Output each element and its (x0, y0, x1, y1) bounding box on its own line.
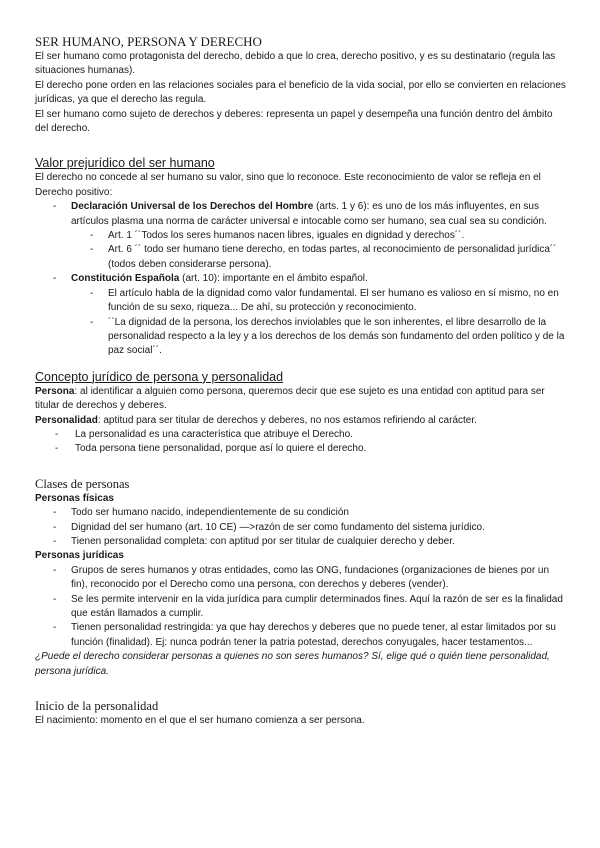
dash-bullet: - (90, 244, 94, 256)
list-item (35, 442, 567, 456)
dash-bullet: - (90, 316, 94, 328)
list-item (35, 272, 567, 286)
dash-bullet: - (55, 443, 59, 455)
art1-text: Art. 1 ´´Todos los seres humanos nacen libres, iguales en dignidad y derechos´´. (108, 230, 465, 242)
dash-bullet: - (90, 230, 94, 242)
list-item-text: Dignidad del ser humano (art. 10 CE) —>razón de ser como fundamento del sistema jurídico. (71, 521, 485, 533)
ce-name: Constitución Española (71, 273, 180, 285)
list-item (35, 564, 567, 593)
paragraph: El derecho pone orden en las relaciones sociales para el beneficio de la vida social, por ello se convierten en relaciones jurídicas, ya que el derecho las regula. (35, 79, 566, 106)
ce-sub1-text: El artículo habla de la dignidad como valor fundamental. El ser humano es valioso en sí mismo, no en función de su sexo, riqueza... De ahí, su protección y reconocimiento. (108, 287, 559, 314)
list-item (35, 316, 567, 359)
paragraph: El derecho no concede al ser humano su valor, sino que lo reconoce. Este reconocimiento de valor se refleja en el Derecho positivo: (35, 172, 541, 198)
dash-bullet: - (53, 622, 57, 634)
list-item-text: La personalidad es una característica que atribuye el Derecho. (75, 428, 353, 440)
ce-sub2-text: ´´La dignidad de la persona, los derechos inviolables que le son inherentes, el libre desarrollo de la personalidad respecto a la ley y a los derechos de los demás son fundamento del orden político y de la paz social´´. (108, 316, 565, 357)
dash-bullet: - (53, 564, 57, 576)
section-title-ser-humano: SER HUMANO, PERSONA Y DERECHO (35, 34, 262, 49)
paragraph: El ser humano como protagonista del derecho, debido a que lo crea, derecho positivo, y es su destinatario (regula las situaciones humanas). (35, 51, 556, 77)
list-juridicas (35, 564, 567, 650)
list-item-text: Todo ser humano nacido, independientemente de su condición (71, 507, 349, 519)
dash-bullet: - (55, 428, 59, 440)
list-item-text: Tienen personalidad completa: con aptitud por ser titular de cualquier derecho y deber. (71, 535, 455, 547)
list-item-text: Grupos de seres humanos y otras entidades, como las ONG, fundaciones (organizaciones de bienes por un fin), reconocido por el Derecho como una persona, con derechos y deberes (vender). (71, 564, 550, 591)
paragraph: El nacimiento: momento en el que el ser humano comienza a ser persona. (35, 715, 365, 727)
dudh-name: Declaración Universal de los Derechos del Hombre (71, 201, 314, 213)
juridicas-label: Personas jurídicas (35, 550, 124, 562)
personalidad-term: Personalidad (35, 414, 98, 426)
paragraph (35, 385, 567, 414)
document-page (35, 34, 567, 728)
dudh-text: (arts. 1 y 6): es uno de los más influyentes, en sus artículos plasma una norma de carácter universal e intocable como ser humano, sea cual sea su condición. (71, 201, 547, 227)
list-item (35, 229, 567, 243)
list-item-text: Toda persona tiene personalidad, porque así lo quiere el derecho. (75, 443, 367, 455)
dash-bullet: - (53, 273, 57, 285)
list-item (35, 287, 567, 316)
section-title-clases: Clases de personas (35, 476, 130, 491)
list-item (35, 621, 567, 650)
ce-text: (art. 10): importante en el ámbito español. (179, 273, 368, 285)
dash-bullet: - (53, 593, 57, 605)
question-paragraph (35, 650, 567, 679)
paragraph: El ser humano como sujeto de derechos y deberes: representa un papel y desempeña una función dentro del ámbito del derecho. (35, 108, 553, 135)
dash-bullet: - (53, 507, 57, 519)
list-item (35, 243, 567, 272)
list-item (35, 506, 567, 520)
list-fisicas (35, 506, 567, 549)
dash-bullet: - (53, 535, 57, 547)
question-text: ¿Puede el derecho considerar personas a quienes no son seres humanos? Sí, elige qué o quién tiene personalidad, persona jurídica. (35, 651, 550, 677)
list-derecho-positivo (35, 200, 567, 358)
dash-bullet: - (53, 521, 57, 533)
persona-term: Persona (35, 385, 75, 397)
list-item (35, 593, 567, 622)
subheading-juridicas (35, 549, 567, 563)
list-item (35, 521, 567, 535)
list-item-text: Se les permite intervenir en la vida jurídica para cumplir determinados fines. Aquí la razón de ser es la finalidad que están llamados a cumplir. (71, 593, 563, 619)
dash-bullet: - (90, 287, 94, 299)
list-item-text: Tienen personalidad restringida: ya que hay derechos y deberes que no puede tener, al estar limitados por su función (finalidad). Ej: nunca podrán tener la patria potestad, derechos conyugales, hacer testamentos... (71, 622, 556, 648)
section-title-valor-prejuridico: Valor prejurídico del ser humano (35, 156, 215, 171)
section-title-concepto-juridico: Concepto jurídico de persona y personalidad (35, 369, 284, 384)
art6-text: Art. 6 ´´ todo ser humano tiene derecho, en todas partes, al reconocimiento de personalidad jurídica´´ (todos deben considerarse persona). (108, 244, 557, 270)
list-item (35, 428, 567, 442)
list-item (35, 535, 567, 549)
paragraph (35, 414, 567, 428)
persona-def: : al identificar a alguien como persona, queremos decir que ese sujeto es una entidad con aptitud para ser titular de derechos y deberes. (35, 385, 545, 412)
dash-bullet: - (53, 201, 57, 213)
list-item (35, 200, 567, 229)
section-title-inicio: Inicio de la personalidad (35, 699, 159, 714)
subheading-fisicas (35, 492, 567, 506)
fisicas-label: Personas físicas (35, 492, 114, 504)
personalidad-def: : aptitud para ser titular de derechos y deberes, no nos estamos refiriendo al carácter. (97, 414, 477, 426)
list-personalidad (35, 428, 567, 457)
